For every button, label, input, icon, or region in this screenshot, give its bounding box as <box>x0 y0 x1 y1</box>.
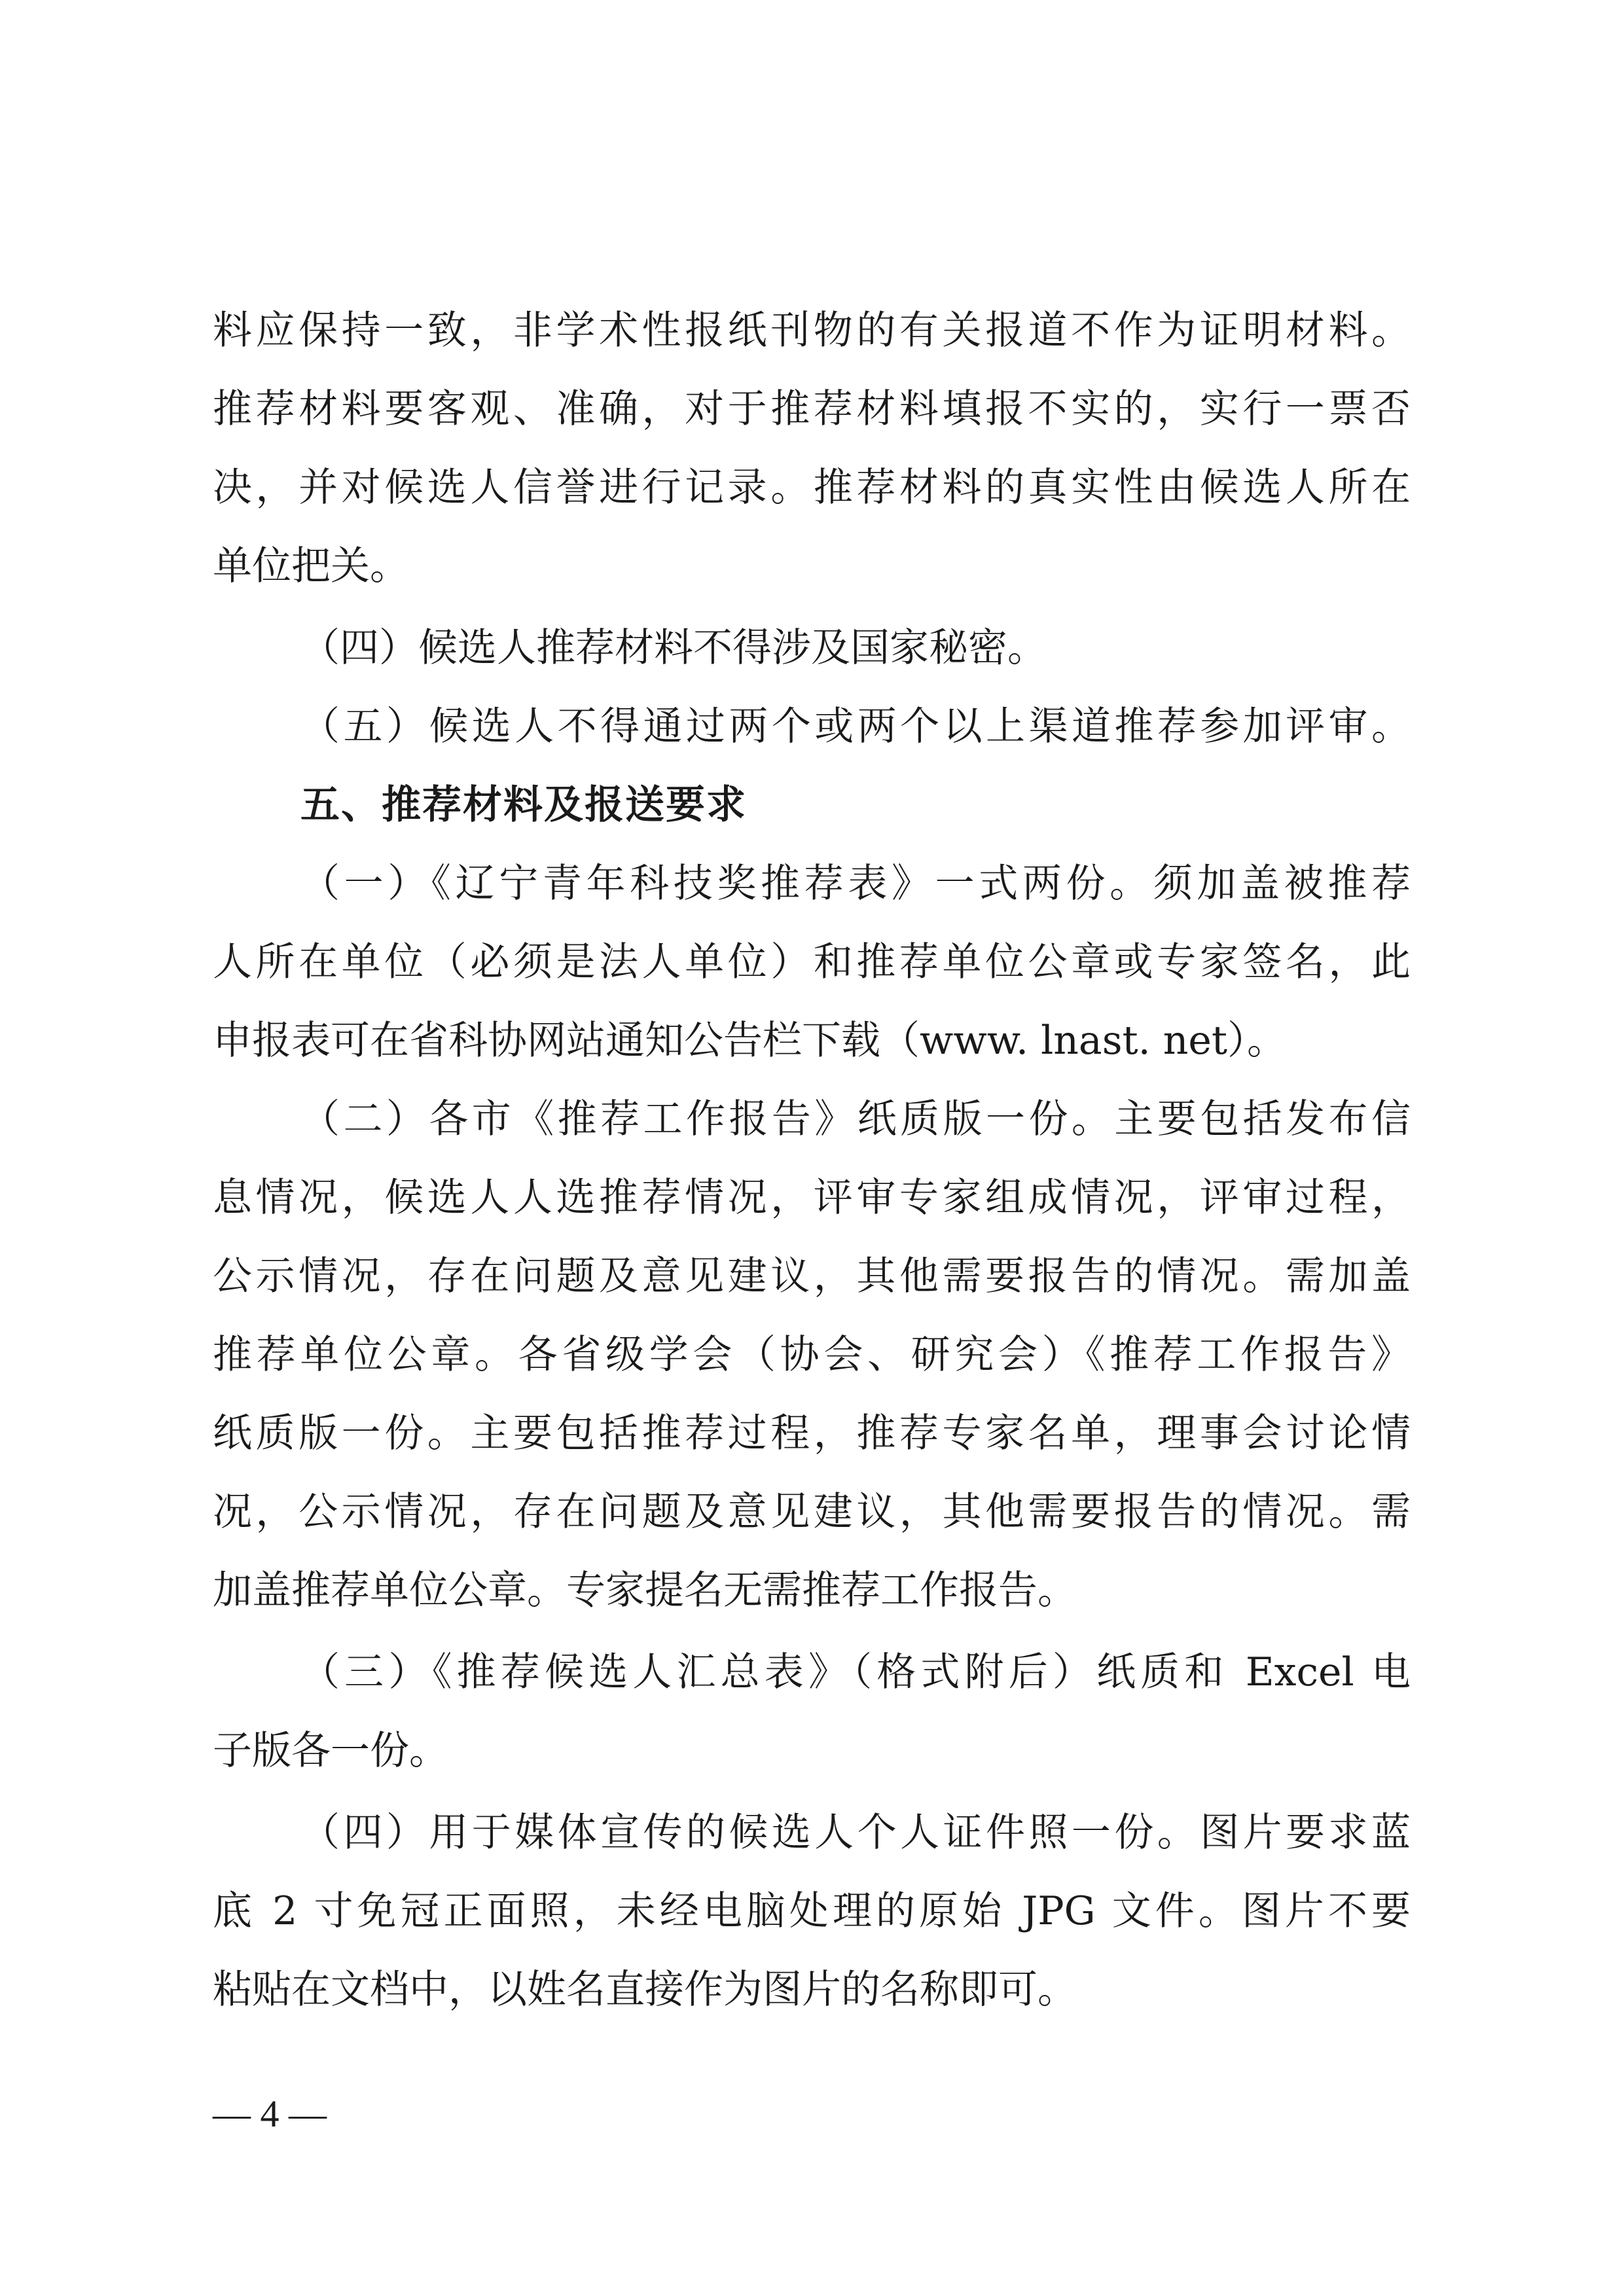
paragraph-line: 推荐单位公章。各省级学会（协会、研究会）《推荐工作报告》 <box>213 1332 1411 1378</box>
paragraph-line: 息情况，候选人人选推荐情况，评审专家组成情况，评审过程， <box>213 1175 1411 1221</box>
paragraph-line: 粘贴在文档中，以姓名直接作为图片的名称即可。 <box>213 1967 1077 2013</box>
paragraph-line: 底 2 寸免冠正面照，未经电脑处理的原始 JPG 文件。图片不要 <box>213 1888 1411 1934</box>
paragraph-line: （二）各市《推荐工作报告》纸质版一份。主要包括发布信 <box>300 1096 1411 1142</box>
text-line: 料应保持一致，非学术性报纸刊物的有关报道不作为证明材料。 <box>213 308 1411 353</box>
page-number: — 4 — <box>213 2092 327 2135</box>
paragraph-line: （三）《推荐候选人汇总表》（格式附后）纸质和 Excel 电 <box>300 1649 1411 1695</box>
paragraph-line: 人所在单位（必须是法人单位）和推荐单位公章或专家签名，此 <box>213 939 1411 985</box>
paragraph-line: 子版各一份。 <box>213 1728 448 1774</box>
section-heading: 五、推荐材料及报送要求 <box>300 782 747 828</box>
paragraph-line: 纸质版一份。主要包括推荐过程，推荐专家名单，理事会讨论情 <box>213 1410 1411 1456</box>
paragraph-line: 申报表可在省科协网站通知公告栏下载（www. lnast. net）。 <box>213 1018 1287 1064</box>
paragraph-line: （一）《辽宁青年科技奖推荐表》一式两份。须加盖被推荐 <box>300 861 1411 906</box>
paragraph-line: 加盖推荐单位公章。专家提名无需推荐工作报告。 <box>213 1568 1077 1613</box>
paragraph-line: 公示情况，存在问题及意见建议，其他需要报告的情况。需加盖 <box>213 1253 1411 1299</box>
text-line: 推荐材料要客观、准确，对于推荐材料填报不实的，实行一票否 <box>213 386 1411 432</box>
list-item: （五）候选人不得通过两个或两个以上渠道推荐参加评审。 <box>300 704 1411 749</box>
paragraph-line: 况，公示情况，存在问题及意见建议，其他需要报告的情况。需 <box>213 1489 1411 1535</box>
paragraph-line: （四）用于媒体宣传的候选人个人证件照一份。图片要求蓝 <box>300 1810 1411 1856</box>
text-line: 决，并对候选人信誉进行记录。推荐材料的真实性由候选人所在 <box>213 465 1411 511</box>
text-line: 单位把关。 <box>213 543 409 589</box>
list-item: （四）候选人推荐材料不得涉及国家秘密。 <box>300 625 1047 671</box>
